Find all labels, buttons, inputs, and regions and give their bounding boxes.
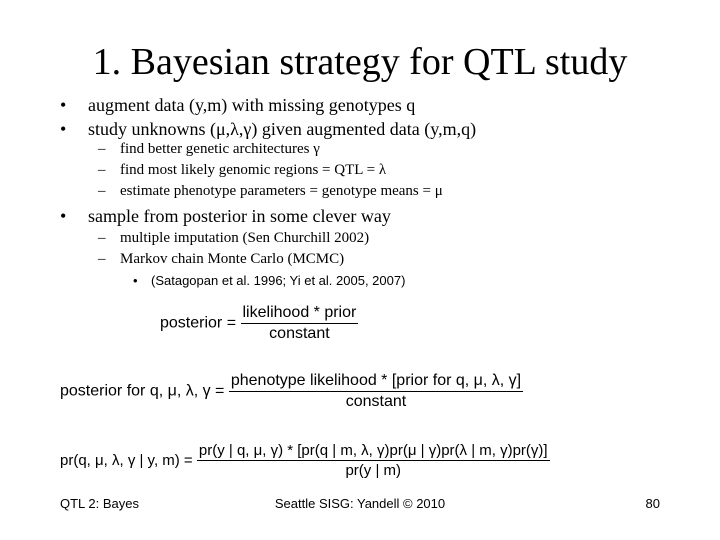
dash-marker: –	[98, 251, 106, 267]
dash-marker: –	[98, 162, 106, 178]
page-number: 80	[645, 496, 660, 511]
equation-posterior	[160, 304, 358, 343]
equation-numerator: phenotype likelihood * [prior for q, μ, λ, γ]	[229, 372, 523, 392]
sub-bullet-multiple-imputation	[98, 230, 369, 247]
bullet-text: study unknowns (μ,λ,γ) given augmented data (y,m,q)	[88, 119, 477, 139]
footer-left: QTL 2: Bayes	[60, 496, 139, 511]
footer-center: Seattle SISG: Yandell © 2010	[274, 496, 446, 511]
equation-denominator: constant	[345, 393, 407, 410]
sub-bullet-architectures	[98, 141, 320, 158]
equation-lhs: posterior for q, μ, λ, γ =	[60, 382, 225, 400]
sub-bullet-genomic-regions	[98, 162, 386, 179]
equation-posterior-parameters	[60, 372, 523, 411]
sub-bullet-text: multiple imputation (Sen Churchill 2002)	[120, 230, 370, 246]
equation-fraction	[197, 442, 550, 479]
sub-bullet-text: estimate phenotype parameters = genotype means = μ	[120, 183, 443, 199]
equation-denominator: pr(y | m)	[345, 462, 402, 479]
sub-bullet-mcmc	[98, 251, 344, 268]
sub-bullet-text: Markov chain Monte Carlo (MCMC)	[120, 251, 345, 267]
bullet-text: sample from posterior in some clever way	[88, 206, 391, 226]
equation-numerator: likelihood * prior	[241, 304, 359, 324]
bullet-marker: •	[60, 206, 67, 226]
equation-numerator: pr(y | q, μ, γ) * [pr(q | m, λ, γ)pr(μ | γ)pr(λ | m, γ)pr(γ)]	[198, 442, 548, 459]
bullet-marker: •	[60, 95, 67, 115]
dash-marker: –	[98, 183, 106, 199]
equation-lhs: posterior =	[160, 314, 237, 332]
dash-marker: –	[98, 230, 106, 246]
sub-bullet-text: find most likely genomic regions = QTL = λ	[120, 162, 387, 178]
sub-sub-bullet-references	[133, 273, 405, 288]
bullet-text: augment data (y,m) with missing genotypes q	[88, 95, 416, 115]
dash-marker: –	[98, 141, 106, 157]
bullet-study-unknowns	[60, 119, 476, 140]
bullet-augment-data	[60, 95, 415, 116]
bullet-marker: •	[133, 273, 138, 288]
sub-bullet-text: find better genetic architectures γ	[120, 141, 320, 157]
equation-denominator: constant	[269, 325, 330, 342]
bullet-marker: •	[60, 119, 67, 139]
equation-fraction	[229, 372, 523, 411]
bullet-sample-posterior	[60, 206, 391, 227]
slide-title: 1. Bayesian strategy for QTL study	[92, 41, 628, 83]
equation-lhs: pr(q, μ, λ, γ | y, m) =	[60, 452, 193, 469]
equation-fraction	[241, 304, 359, 343]
sub-bullet-phenotype-parameters	[98, 183, 443, 200]
equation-posterior-probability	[60, 442, 550, 479]
sub-sub-bullet-text: (Satagopan et al. 1996; Yi et al. 2005, 2007)	[151, 273, 406, 288]
